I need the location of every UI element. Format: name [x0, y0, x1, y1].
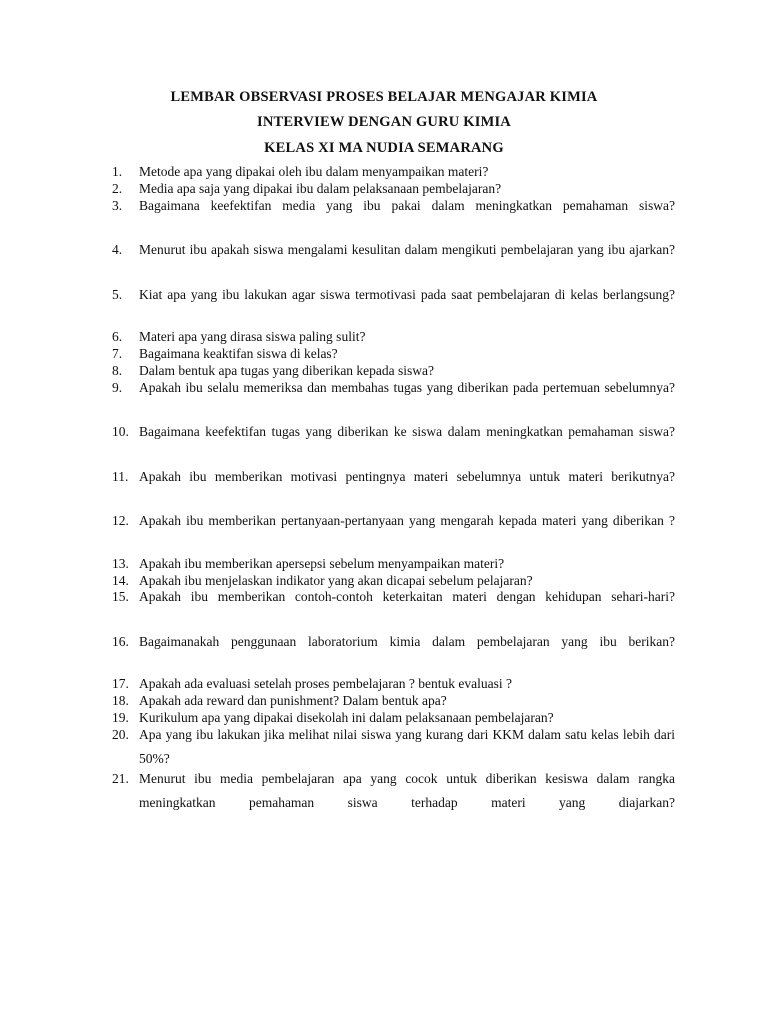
question-text: Media apa saja yang dipakai ibu dalam pelaksanaan pembelajaran?	[139, 181, 502, 196]
question-number: 3.	[112, 197, 123, 213]
question-item-13	[112, 555, 675, 572]
question-number: 13.	[112, 555, 129, 571]
question-item-5	[112, 283, 675, 331]
question-number: 2.	[112, 181, 123, 196]
question-text: Apakah ada reward dan punishment? Dalam bentuk apa?	[139, 693, 447, 708]
question-number: 7.	[112, 346, 123, 361]
question-number: 1.	[112, 164, 123, 179]
question-text: Apakah ibu memberikan pertanyaan-pertanyaan yang mengarah kepada materi yang diberikan ?	[139, 513, 675, 528]
question-text: Apakah ada evaluasi setelah proses pembelajaran ? bentuk evaluasi ?	[139, 676, 512, 691]
question-list	[112, 163, 675, 813]
document-title: LEMBAR OBSERVASI PROSES BELAJAR MENGAJAR KIMIA	[170, 89, 598, 105]
question-item-20	[112, 723, 675, 771]
question-text: Apakah ibu memberikan contoh-contoh keterkaitan materi dengan kehidupan sehari-hari?	[139, 589, 675, 604]
question-number: 9.	[112, 379, 123, 395]
question-item-4	[112, 238, 675, 286]
document-subtitle: INTERVIEW DENGAN GURU KIMIA	[257, 114, 511, 130]
question-item-10	[112, 420, 675, 468]
question-item-7	[112, 345, 675, 362]
question-text: Materi apa yang dirasa siswa paling sulit?	[139, 329, 366, 344]
question-text: Apakah ibu memberikan motivasi pentingnya materi sebelumnya untuk materi berikutnya?	[139, 468, 675, 484]
question-number: 8.	[112, 363, 123, 378]
question-number: 14.	[112, 572, 129, 588]
question-text: Menurut ibu media pembelajaran apa yang cocok untuk diberikan kesiswa dalam rangka meningkatkan pemahaman siswa terhadap materi yang diajarkan?	[139, 771, 675, 810]
question-number: 16.	[112, 633, 129, 649]
question-item-9	[112, 376, 675, 424]
question-item-6	[112, 328, 675, 345]
question-item-16	[112, 630, 675, 678]
question-text: Apa yang ibu lakukan jika melihat nilai siswa yang kurang dari KKM dalam satu kelas lebih dari 50%?	[139, 726, 675, 766]
question-text: Menurut ibu apakah siswa mengalami kesulitan dalam mengikuti pembelajaran yang ibu ajarkan?	[139, 242, 675, 257]
question-number: 5.	[112, 286, 123, 302]
question-text: Metode apa yang dipakai oleh ibu dalam menyampaikan materi?	[139, 164, 489, 179]
question-number: 4.	[112, 242, 123, 257]
question-number: 6.	[112, 329, 123, 344]
question-item-17	[112, 675, 675, 692]
question-number: 12.	[112, 513, 129, 528]
class-line: KELAS XI MA NUDIA SEMARANG	[264, 140, 504, 156]
question-item-21	[112, 767, 675, 815]
question-number: 19.	[112, 710, 129, 725]
question-item-11	[112, 465, 675, 513]
question-text: Apakah ibu selalu memeriksa dan membahas tugas yang diberikan pada pertemuan sebelumnya?	[139, 379, 675, 395]
question-number: 20.	[112, 726, 129, 742]
question-text: Kurikulum apa yang dipakai disekolah ini dalam pelaksanaan pembelajaran?	[139, 710, 554, 725]
question-item-1	[112, 163, 675, 180]
question-number: 21.	[112, 771, 129, 786]
question-text: Bagaimana keaktifan siswa di kelas?	[139, 346, 338, 361]
question-item-15	[112, 585, 675, 633]
question-text: Kiat apa yang ibu lakukan agar siswa termotivasi pada saat pembelajaran di kelas berlangsung?	[139, 286, 675, 302]
question-number: 10.	[112, 424, 129, 439]
question-item-18	[112, 692, 675, 709]
question-text: Dalam bentuk apa tugas yang diberikan kepada siswa?	[139, 363, 435, 378]
question-text: Apakah ibu menjelaskan indikator yang akan dicapai sebelum pelajaran?	[139, 572, 533, 588]
question-number: 18.	[112, 693, 129, 708]
question-text: Bagaimana keefektifan tugas yang diberikan ke siswa dalam meningkatkan pemahaman siswa?	[139, 424, 675, 439]
question-text: Bagaimana keefektifan media yang ibu pakai dalam meningkatkan pemahaman siswa?	[139, 197, 675, 213]
question-item-3	[112, 194, 675, 242]
question-number: 15.	[112, 589, 129, 604]
question-text: Apakah ibu memberikan apersepsi sebelum menyampaikan materi?	[139, 555, 505, 571]
question-item-12	[112, 509, 675, 557]
question-number: 11.	[112, 468, 129, 484]
question-number: 17.	[112, 676, 129, 691]
question-text: Bagaimanakah penggunaan laboratorium kimia dalam pembelajaran yang ibu berikan?	[139, 633, 675, 649]
